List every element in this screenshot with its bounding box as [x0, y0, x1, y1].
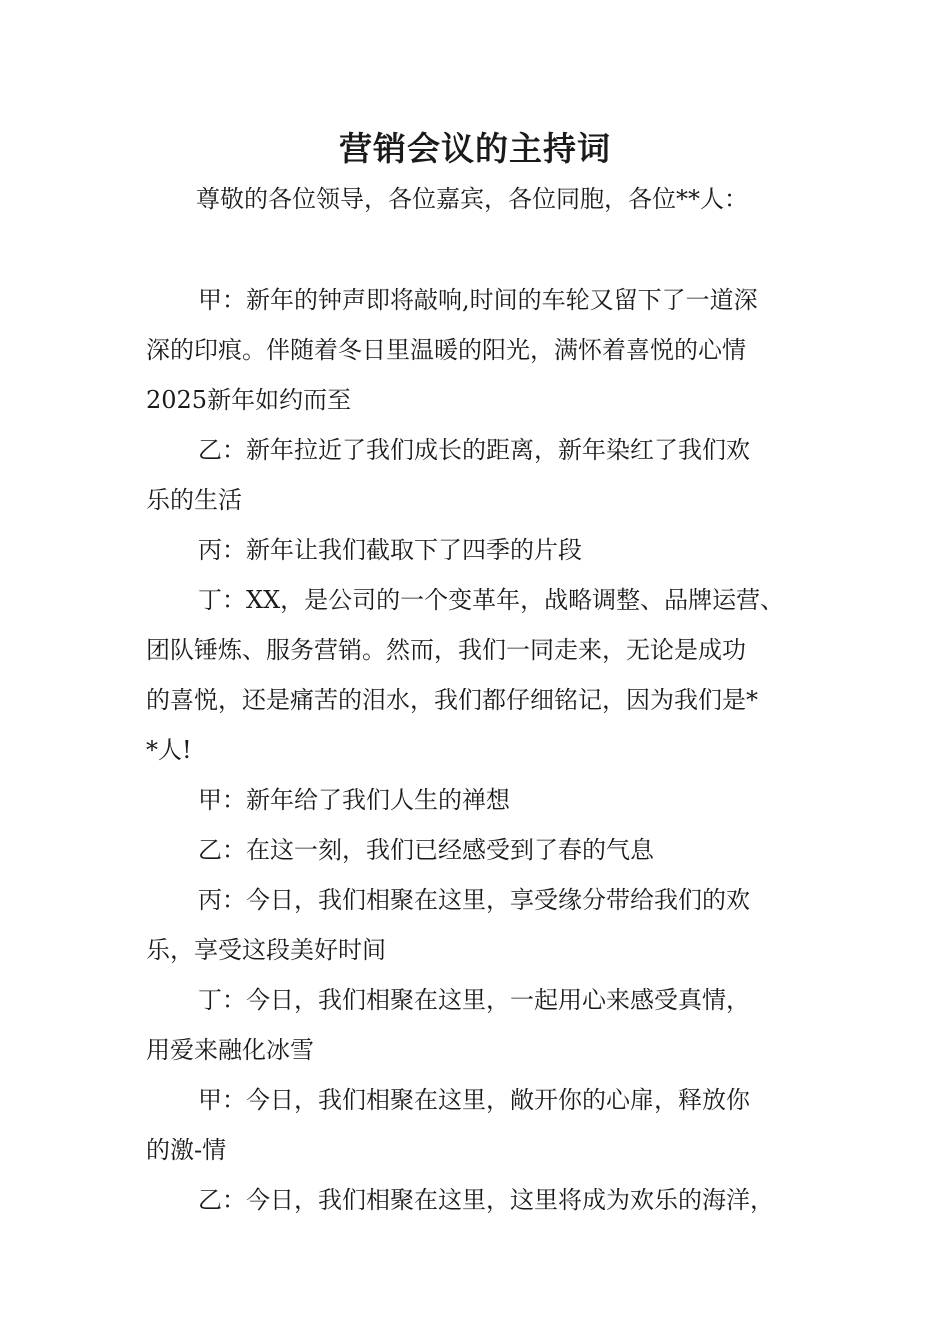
text-line: 丁：今日，我们相聚在这里，一起用心来感受真情，	[198, 986, 750, 1014]
text-line: 乙：新年拉近了我们成长的距离，新年染红了我们欢	[198, 436, 750, 464]
text-line: 甲：新年给了我们人生的禅想	[198, 786, 510, 814]
text-line: 的激-情	[146, 1136, 227, 1164]
text-line: 深的印痕。伴随着冬日里温暖的阳光，满怀着喜悦的心情	[146, 336, 746, 364]
text-line: 2025新年如约而至	[146, 386, 352, 414]
text-line: 丙：今日，我们相聚在这里，享受缘分带给我们的欢	[198, 886, 750, 914]
text-line: 丁：XX，是公司的一个变革年，战略调整、品牌运营、	[198, 586, 785, 614]
text-line: *人!	[146, 736, 192, 764]
text-line: 丙：新年让我们截取下了四季的片段	[198, 536, 582, 564]
text-line: 甲：今日，我们相聚在这里，敞开你的心扉，释放你	[198, 1086, 750, 1114]
text-line: 乙：今日，我们相聚在这里，这里将成为欢乐的海洋，	[198, 1186, 774, 1214]
text-line: 乐，享受这段美好时间	[146, 936, 386, 964]
text-line: 乐的生活	[146, 486, 242, 514]
salutation: 尊敬的各位领导，各位嘉宾，各位同胞，各位**人：	[196, 185, 748, 213]
text-line: 乙：在这一刻，我们已经感受到了春的气息	[198, 836, 654, 864]
text-line: 用爱来融化冰雪	[146, 1036, 314, 1064]
text-line: 甲：新年的钟声即将敲响,时间的车轮又留下了一道深	[198, 286, 758, 314]
document-title: 营销会议的主持词	[339, 129, 611, 168]
document-body	[146, 278, 816, 1228]
text-line: 团队锤炼、服务营销。然而，我们一同走来，无论是成功	[146, 636, 746, 664]
text-line: 的喜悦，还是痛苦的泪水，我们都仔细铭记，因为我们是*	[146, 686, 758, 714]
